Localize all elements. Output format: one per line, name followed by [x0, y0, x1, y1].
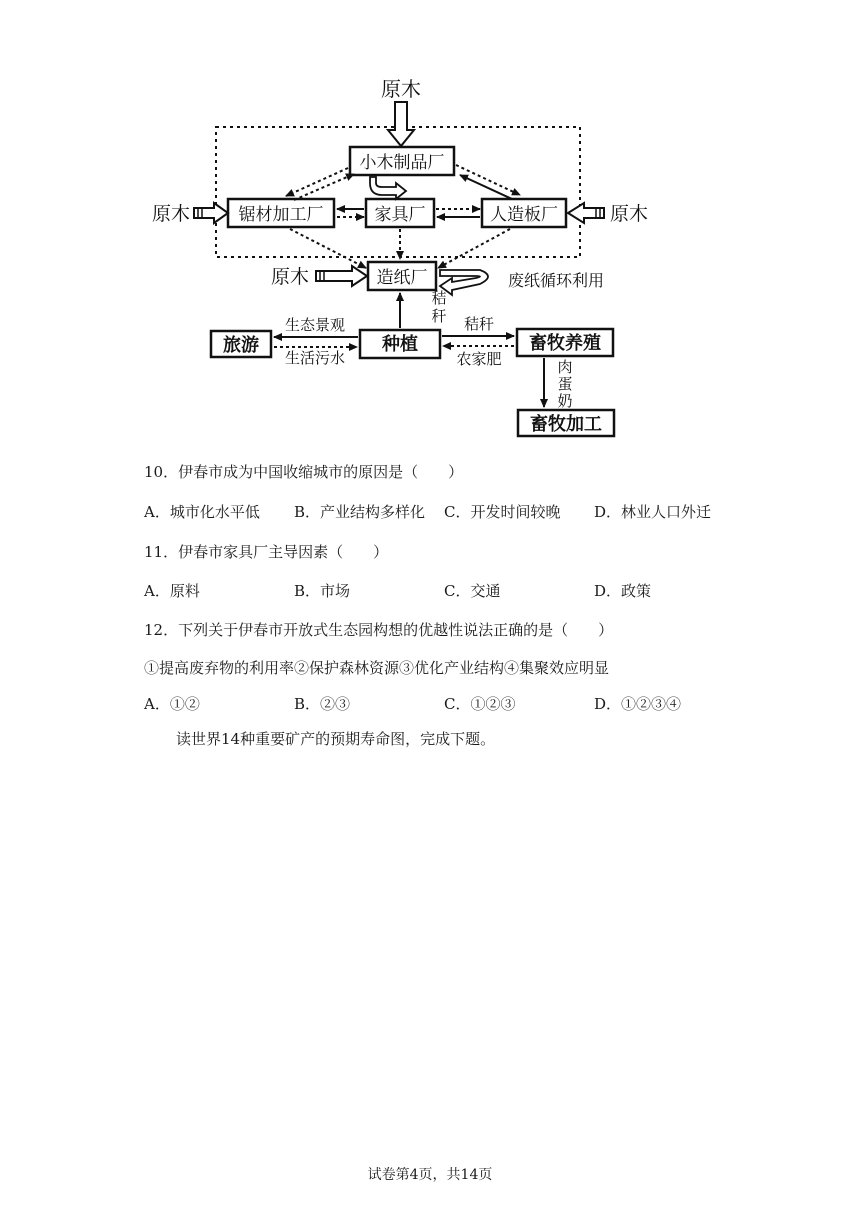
- sewage-label: 生活污水: [284, 349, 346, 367]
- q12-option-a[interactable]: A．①②: [144, 695, 200, 713]
- planting-label: 种植: [382, 334, 418, 355]
- straw-vertical-label-1: 秸: [431, 289, 447, 307]
- livestock-label: 畜牧养殖: [529, 333, 601, 354]
- eco-park-flow-diagram: [0, 0, 860, 450]
- next-question-intro: 读世界14种重要矿产的预期寿命图，完成下题。: [176, 730, 496, 748]
- livestock-processing-label: 畜牧加工: [530, 414, 602, 435]
- raw-wood-top-arrow: [388, 102, 414, 146]
- tourism-label: 旅游: [223, 335, 259, 356]
- board-factory-label: 人造板厂: [490, 205, 558, 225]
- q11-option-d[interactable]: D．政策: [594, 582, 652, 600]
- raw-wood-paper-label: 原木: [270, 266, 310, 288]
- raw-wood-right-label: 原木: [609, 203, 649, 225]
- small-wood-to-furniture-arrow: [370, 177, 406, 199]
- question-11-stem: 11．伊春市家具厂主导因素（ ）: [144, 543, 389, 561]
- furniture-factory-label: 家具厂: [374, 205, 426, 225]
- q10-option-d[interactable]: D．林业人口外迁: [594, 503, 712, 521]
- q12-option-b[interactable]: B．②③: [294, 695, 351, 713]
- egg-label: 蛋: [557, 375, 573, 393]
- raw-wood-right-arrow: [568, 203, 604, 223]
- raw-wood-left-arrow: [194, 203, 228, 223]
- q12-option-d[interactable]: D．①②③④: [594, 695, 682, 713]
- milk-label: 奶: [557, 392, 573, 410]
- straw-right-label: 秸秆: [463, 315, 495, 333]
- q10-option-c[interactable]: C．开发时间较晚: [444, 503, 561, 521]
- q12-option-c[interactable]: C．①②③: [444, 695, 516, 713]
- page-footer: 试卷第4页，共14页: [367, 1167, 493, 1183]
- straw-vertical-label-2: 秆: [431, 307, 447, 325]
- sawmill-label: 锯材加工厂: [238, 205, 324, 225]
- paper-recycle-label: 废纸循环利用: [507, 271, 605, 290]
- meat-label: 肉: [557, 358, 573, 376]
- raw-wood-top-label: 原木: [381, 77, 421, 101]
- eco-landscape-label: 生态景观: [284, 316, 346, 334]
- q11-option-a[interactable]: A．原料: [144, 582, 200, 600]
- raw-wood-left-label: 原木: [151, 203, 191, 225]
- q11-option-c[interactable]: C．交通: [444, 582, 501, 600]
- small-wood-factory-label: 小木制品厂: [359, 153, 445, 173]
- q11-option-b[interactable]: B．市场: [294, 582, 351, 600]
- question-10-stem: 10．伊春市成为中国收缩城市的原因是（ ）: [144, 463, 464, 481]
- question-12-stem: 12．下列关于伊春市开放式生态园构想的优越性说法正确的是（ ）: [144, 621, 614, 639]
- q10-option-b[interactable]: B．产业结构多样化: [294, 503, 426, 521]
- q10-option-a[interactable]: A．城市化水平低: [144, 503, 260, 521]
- question-12-statements: ①提高废弃物的利用率②保护森林资源③优化产业结构④集聚效应明显: [144, 659, 610, 677]
- paper-recycle-arrow: [440, 270, 488, 295]
- manure-label: 农家肥: [456, 350, 502, 368]
- paper-mill-label: 造纸厂: [376, 268, 428, 288]
